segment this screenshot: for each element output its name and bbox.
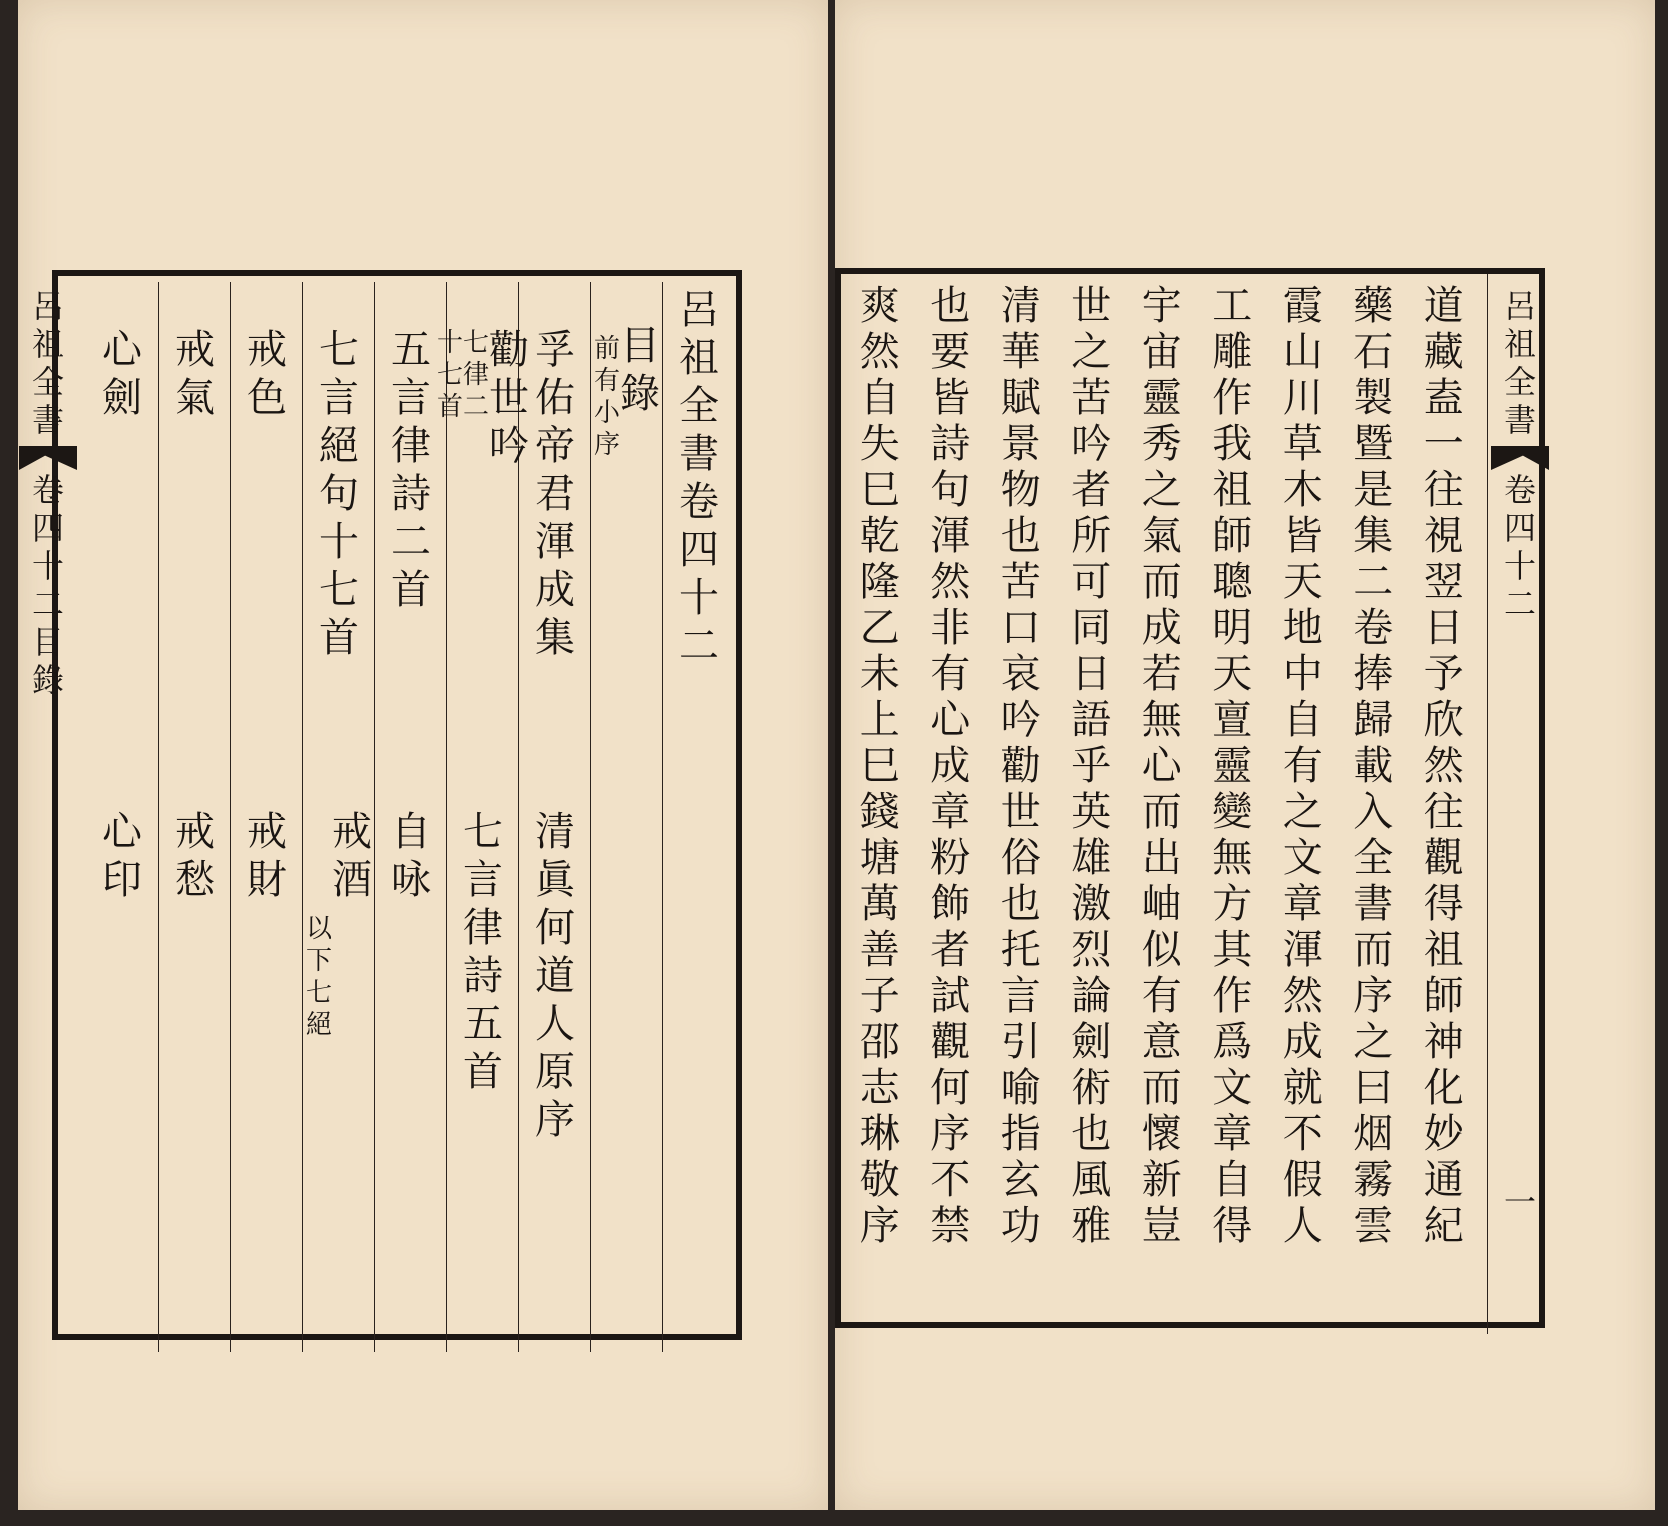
left-col-3-bottom: 清 眞 何 道 人 原 序 [535, 809, 575, 1143]
right-col-7-text: 清 華 賦 景 物 也 苦 口 哀 吟 勸 世 俗 也 托 言 引 喻 指 玄 功 [1000, 283, 1041, 1249]
right-col-1-text: 道 藏 盍 一 往 視 翌 日 予 欣 然 往 觀 得 祖 師 神 化 妙 通 紀 [1423, 283, 1464, 1249]
left-col-8-bottom-group [159, 809, 231, 908]
right-column-2 [1338, 280, 1409, 1340]
left-col-5-bottom: 自 咏 [391, 809, 431, 903]
right-margin-volume: 卷 四 十 二 [1503, 471, 1536, 623]
left-col-2-note-group [594, 336, 620, 464]
right-page [835, 0, 1655, 1510]
left-margin-column [24, 287, 72, 702]
left-col-6-bottom-group [303, 809, 375, 1044]
left-column-5 [374, 282, 447, 1352]
left-page [18, 0, 828, 1510]
left-column-8 [158, 282, 231, 1352]
left-col-4-top: 勸 世 吟 [489, 327, 530, 469]
right-column-5 [1127, 280, 1198, 1340]
left-column-9 [86, 282, 158, 1352]
left-col-4-bottom: 七 言 律 詩 五 首 [463, 809, 503, 1095]
left-col-6-bottom: 戒 酒 [332, 809, 372, 903]
right-margin-folio: 一 [1503, 1183, 1536, 1221]
left-col-6-top: 七 言 絕 句 十 七 首 [319, 327, 359, 661]
left-col-3-bottom-group [519, 809, 591, 1148]
left-columns [70, 282, 734, 1352]
left-col-2-note: 前 有 小 序 [593, 334, 620, 460]
left-col-4-note-b: 十 七 首 [436, 328, 463, 422]
left-col-1-top: 呂 祖 全 書 卷 四 十 二 [679, 287, 719, 669]
left-column-7 [230, 282, 303, 1352]
left-col-9-bottom-group [86, 809, 158, 908]
left-col-6-bottom-note: 以 下 七 絕 [305, 914, 332, 1040]
left-column-1 [662, 282, 735, 1352]
left-col-9-top: 心 劍 [102, 327, 142, 421]
left-col-9-bottom: 心 印 [102, 809, 142, 903]
left-col-7-bottom-group [231, 809, 303, 908]
right-col-9-text: 爽 然 自 失 巳 乾 隆 乙 未 上 巳 錢 塘 萬 善 子 邵 志 琳 敬 序 [859, 283, 900, 1249]
fish-tail-mark [19, 446, 77, 470]
left-column-4 [436, 282, 530, 1352]
right-col-3-text: 霞 山 川 草 木 皆 天 地 中 自 有 之 文 章 渾 然 成 就 不 假 人 [1282, 283, 1323, 1249]
right-col-4-text: 工 雕 作 我 祖 師 聰 明 天 亶 靈 變 無 方 其 作 爲 文 章 自 得 [1212, 283, 1253, 1249]
fish-tail-mark-right [1491, 446, 1549, 470]
right-margin-column [1495, 287, 1545, 1224]
right-column-3 [1268, 280, 1339, 1340]
left-col-8-bottom: 戒 愁 [175, 809, 215, 903]
left-margin-volume: 卷 四 十 二 目 錄 [31, 471, 64, 699]
left-col-4-note-a: 七 律 二 [463, 328, 490, 422]
left-col-5-bottom-group [375, 809, 447, 908]
right-column-6 [1056, 280, 1127, 1340]
right-column-9 [845, 280, 916, 1340]
left-col-7-bottom: 戒 財 [247, 809, 287, 903]
right-column-1 [1409, 280, 1480, 1340]
right-columns [843, 280, 1479, 1340]
right-column-4 [1197, 280, 1268, 1340]
left-col-5-top: 五 言 律 詩 二 首 [391, 327, 431, 613]
right-col-6-text: 世 之 苦 吟 者 所 可 同 日 語 乎 英 雄 激 烈 論 劍 術 也 風 雅 [1071, 283, 1112, 1249]
left-col-7-top: 戒 色 [247, 327, 287, 421]
right-col-2-text: 藥 石 製 暨 是 集 二 卷 捧 歸 載 入 全 書 而 序 之 曰 烟 霧 雲 [1353, 283, 1394, 1249]
right-col-8-text: 也 要 皆 詩 句 渾 然 非 有 心 成 章 粉 飾 者 試 觀 何 序 不 禁 [930, 283, 971, 1249]
right-margin-divider [1487, 274, 1488, 1334]
left-col-3-top: 孚 佑 帝 君 渾 成 集 [535, 327, 575, 661]
left-col-8-top: 戒 氣 [175, 327, 215, 421]
left-column-6 [302, 282, 375, 1352]
left-col-2-top: 目 錄 [620, 323, 660, 417]
left-col-4-bottom-group [447, 809, 519, 1100]
right-margin-title: 呂 祖 全 書 [1503, 287, 1536, 439]
right-col-5-text: 宇 宙 靈 秀 之 氣 而 成 若 無 心 而 出 岫 似 有 意 而 懷 新 豈 [1141, 283, 1182, 1249]
left-column-2 [590, 282, 663, 1352]
left-margin-title: 呂 祖 全 書 [31, 287, 64, 439]
right-column-8 [915, 280, 986, 1340]
right-column-7 [986, 280, 1057, 1340]
